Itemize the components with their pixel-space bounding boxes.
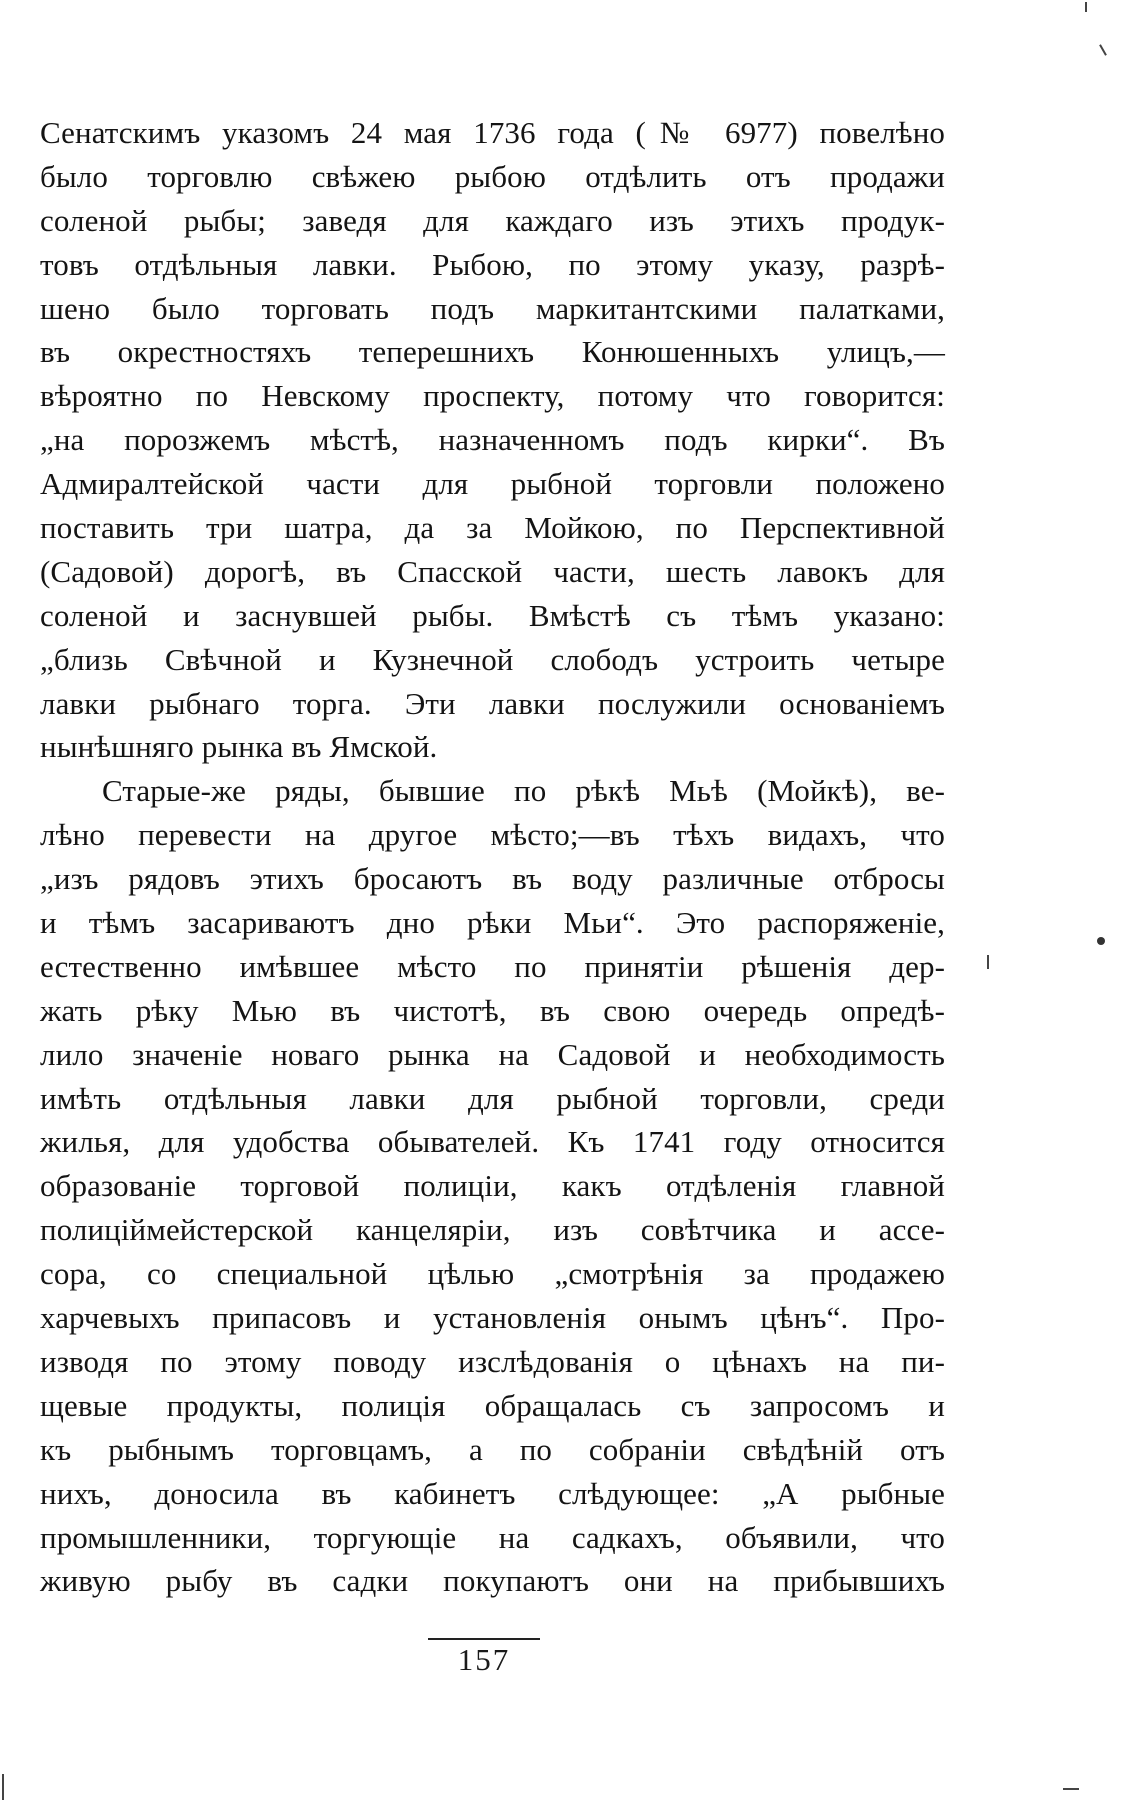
text-line: живую рыбу въ садки покупаютъ они на прибывшихъ	[40, 1563, 945, 1599]
text-line: шено было торговать подъ маркитантскими палатками,	[40, 290, 945, 326]
scan-mark	[987, 955, 989, 969]
text-line: соленой и заснувшей рыбы. Вмѣстѣ съ тѣмъ указано:	[40, 597, 945, 633]
text-line: въ окрестностяхъ теперешнихъ Конюшенныхъ улицъ,—	[40, 334, 945, 370]
text-line: жилья, для удобства обывателей. Къ 1741 году относится	[40, 1124, 945, 1160]
text-line: (Садовой) дорогѣ, въ Спасской части, шесть лавокъ для	[40, 553, 945, 589]
text-line: товъ отдѣльныя лавки. Рыбою, по этому указу, разрѣ-	[40, 246, 945, 282]
text-line: лавки рыбнаго торга. Эти лавки послужили основанiемъ	[40, 685, 945, 721]
text-line: харчевыхъ припасовъ и установленiя онымъ цѣнъ“. Про-	[40, 1300, 945, 1336]
scan-mark	[1099, 44, 1107, 55]
scan-mark	[1063, 1788, 1079, 1790]
text-line: Сенатскимъ указомъ 24 мая 1736 года (№ 6977) повелѣно	[40, 115, 945, 150]
text-line: щевые продукты, полицiя обращалась съ запросомъ и	[40, 1387, 945, 1423]
text-line: имѣть отдѣльныя лавки для рыбной торговли, среди	[40, 1080, 945, 1116]
text-line: сора, со специальной цѣлью „смотрѣнiя за продажею	[40, 1256, 945, 1292]
text-line: изводя по этому поводу изслѣдованiя о цѣнахъ на пи-	[40, 1343, 945, 1379]
text-line: вѣроятно по Невскому проспекту, потому что говорится:	[40, 378, 945, 414]
text-line: Старые-же ряды, бывшие по рѣкѣ Мьѣ (Мойкѣ), ве-	[102, 773, 945, 809]
text-line: образованiе торговой полицiи, какъ отдѣленiя главной	[40, 1168, 945, 1204]
text-line: соленой рыбы; заведя для каждаго изъ этихъ продук-	[40, 202, 945, 238]
text-line: было торговлю свѣжею рыбою отдѣлить отъ продажи	[40, 158, 945, 194]
text-line: Адмиралтейской части для рыбной торговли положено	[40, 466, 945, 502]
text-line: полицiймейстерской канцелярiи, изъ совѣтчика и ассе-	[40, 1212, 945, 1248]
text-line: нихъ, доносила въ кабинетъ слѣдующее: „А рыбные	[40, 1475, 945, 1511]
scan-speck	[1097, 937, 1105, 945]
page-number: 157	[457, 1642, 511, 1677]
text-line: „близь Свѣчной и Кузнечной слободъ устроить четыре	[40, 641, 945, 677]
text-line: естественно имѣвшее мѣсто по принятiи рѣшенiя дер-	[40, 948, 945, 984]
text-line: и тѣмъ засариваютъ дно рѣки Мьи“. Это распоряженiе,	[40, 905, 945, 941]
scan-mark	[2, 1774, 4, 1800]
text-line: промышленники, торгующiе на садкахъ, объявили, что	[40, 1519, 945, 1555]
text-line: поставить три шатра, да за Мойкою, по Перспективной	[40, 510, 945, 546]
text-line: нынѣшняго рынка въ Ямской.	[40, 729, 438, 765]
text-line: „изъ рядовъ этихъ бросаютъ въ воду различные отбросы	[40, 861, 945, 897]
text-line: лило значенiе новаго рынка на Садовой и необходимость	[40, 1036, 945, 1072]
body-text	[40, 111, 945, 1603]
text-line: „на порозжемъ мѣстѣ, назначенномъ подъ кирки“. Въ	[40, 422, 945, 458]
text-line: лѣно перевести на другое мѣсто;—въ тѣхъ видахъ, что	[40, 817, 945, 853]
scan-mark	[1085, 2, 1087, 12]
text-line: жать рѣку Мью въ чистотѣ, въ свою очередь опредѣ-	[40, 992, 945, 1028]
text-line: къ рыбнымъ торговцамъ, а по собранiи свѣдѣнiй отъ	[40, 1431, 945, 1467]
